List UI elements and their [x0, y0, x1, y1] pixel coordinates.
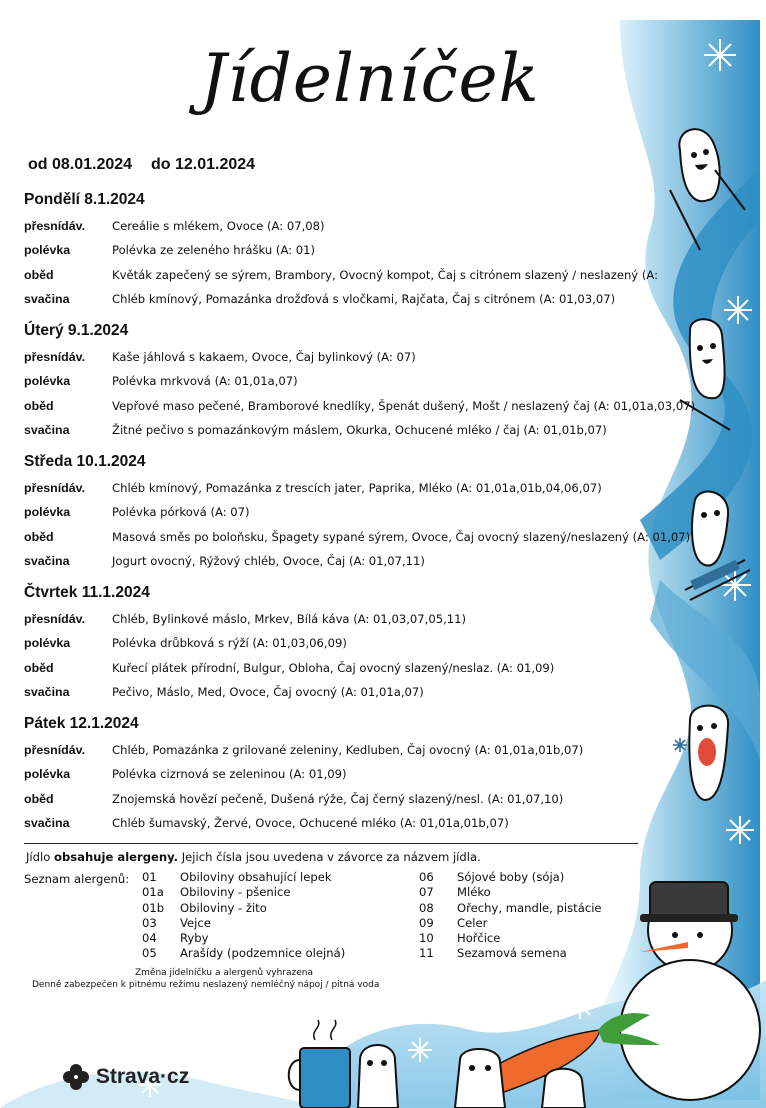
meal-row-lunch	[24, 529, 691, 554]
meal-label: svačina	[24, 815, 70, 830]
meal-text: Polévka drůbková s rýží (A: 01,03,06,09)	[112, 636, 347, 651]
meal-label: přesnídáv.	[24, 481, 86, 495]
allergen-item: 11 Sezamová semena	[419, 946, 567, 961]
meal-label: přesnídáv.	[24, 743, 86, 757]
meal-text: Polévka pórková (A: 07)	[112, 505, 250, 520]
allergen-note	[26, 850, 481, 864]
meal-row-lunch	[24, 267, 658, 292]
meal-text: Chléb šumavský, Žervé, Ovoce, Ochucené mléko (A: 01,01a,01b,07)	[112, 815, 509, 830]
meal-label: oběd	[24, 660, 54, 675]
meal-row-snack	[24, 815, 509, 840]
footer-note-2: Denně zabezpečen k pitnému režimu neslazený nemléčný nápoj / pitná voda	[32, 980, 380, 990]
allergen-note-bold: obsahuje alergeny.	[54, 850, 179, 864]
allergen-list-left	[142, 870, 345, 962]
allergen-item: 09 Celer	[419, 915, 488, 930]
footer-note-1: Změna jídelníčku a alergenů vyhrazena	[135, 968, 313, 978]
meal-label: oběd	[24, 267, 54, 282]
meal-row-breakfast	[24, 350, 416, 374]
meal-label: oběd	[24, 529, 54, 544]
meal-row-lunch	[24, 398, 696, 423]
meal-label: svačina	[24, 684, 70, 699]
section-divider	[24, 843, 638, 844]
meal-text: Chléb kmínový, Pomazánka drožďová s vločkami, Rajčata, Čaj s citrónem (A: 01,03,07)	[112, 291, 616, 306]
meal-label: svačina	[24, 291, 70, 306]
meal-label: přesnídáv.	[24, 219, 86, 233]
meal-text: Polévka cizrnová se zeleninou (A: 01,09)	[112, 767, 347, 782]
meal-text: Kuřecí plátek přírodní, Bulgur, Obloha, Čaj ovocný slazený/neslaz. (A: 01,09)	[112, 660, 555, 675]
day-heading: Pondělí 8.1.2024	[24, 191, 145, 208]
strava-logo	[62, 1063, 189, 1091]
meal-text: Znojemská hovězí pečeně, Dušená rýže, Čaj černý slazený/nesl. (A: 01,07,10)	[112, 791, 564, 806]
meal-label: oběd	[24, 398, 54, 413]
meal-text: Polévka mrkvová (A: 01,01a,07)	[112, 374, 298, 389]
allergen-note-lead: Jídlo	[26, 850, 54, 864]
meal-row-soup	[24, 374, 298, 398]
meal-label: polévka	[24, 505, 71, 520]
meal-label: polévka	[24, 374, 71, 389]
meal-text: Žitné pečivo s pomazánkovým máslem, Okurka, Ochucené mléko / čaj (A: 01,01b,07)	[112, 422, 607, 437]
meal-row-breakfast	[24, 743, 584, 767]
allergen-item: 01a Obiloviny - pšenice	[142, 885, 291, 900]
meal-text: Jogurt ovocný, Rýžový chléb, Ovoce, Čaj (A: 01,07,11)	[112, 553, 425, 568]
allergen-item: 10 Hořčice	[419, 931, 501, 946]
meal-row-snack	[24, 553, 425, 578]
allergen-item: 06 Sójové boby (sója)	[419, 870, 565, 884]
meal-label: oběd	[24, 791, 54, 806]
day-section-tuesday	[24, 322, 696, 447]
meal-text: Chléb, Pomazánka z grilované zeleniny, Kedluben, Čaj ovocný (A: 01,01a,01b,07)	[112, 743, 584, 757]
meal-label: polévka	[24, 767, 71, 782]
meal-row-soup	[24, 243, 316, 267]
meal-text: Kaše jáhlová s kakaem, Ovoce, Čaj bylinkový (A: 07)	[112, 350, 416, 364]
meal-text: Pečivo, Máslo, Med, Ovoce, Čaj ovocný (A: 01,01a,07)	[112, 684, 424, 699]
meal-text: Masová směs po boloňsku, Špagety sypané sýrem, Ovoce, Čaj ovocný slazený/neslazený (A: 01,07)	[112, 529, 691, 544]
day-heading: Pátek 12.1.2024	[24, 715, 139, 732]
meal-row-breakfast	[24, 219, 325, 243]
meal-row-breakfast	[24, 612, 467, 636]
meal-text: Květák zapečený se sýrem, Brambory, Ovocný kompot, Čaj s citrónem slazený / neslazený (A:	[112, 267, 658, 282]
day-section-thursday	[24, 584, 555, 709]
allergen-item: 08 Ořechy, mandle, pistácie	[419, 900, 602, 915]
meal-row-snack	[24, 291, 616, 316]
meal-label: svačina	[24, 422, 70, 437]
date-range-to: do 12.01.2024	[151, 156, 256, 173]
day-section-wednesday	[24, 453, 691, 578]
meal-row-lunch	[24, 791, 564, 816]
day-heading: Čtvrtek 11.1.2024	[24, 584, 150, 601]
day-heading: Středa 10.1.2024	[24, 453, 146, 470]
day-section-friday	[24, 715, 584, 840]
meal-text: Chléb kmínový, Pomazánka z trescích jater, Paprika, Mléko (A: 01,01a,01b,04,06,07)	[112, 481, 602, 495]
meal-row-soup	[24, 505, 250, 529]
meal-row-snack	[24, 422, 607, 447]
meal-row-snack	[24, 684, 424, 709]
clover-icon	[62, 1063, 90, 1091]
meal-label: polévka	[24, 636, 71, 651]
day-section-monday	[24, 191, 658, 316]
meal-label: polévka	[24, 243, 71, 258]
meal-text: Polévka ze zeleného hrášku (A: 01)	[112, 243, 316, 258]
meal-label: přesnídáv.	[24, 612, 86, 626]
date-range-from: od 08.01.2024	[28, 156, 133, 173]
allergen-item: 01b Obiloviny - žito	[142, 900, 267, 915]
mug-illustration	[289, 1020, 350, 1108]
meal-text: Vepřové maso pečené, Bramborové knedlíky, Špenát dušený, Mošt / neslazený čaj (A: 01,01a,03,07)	[112, 398, 696, 413]
meal-text: Chléb, Bylinkové máslo, Mrkev, Bílá káva (A: 01,03,07,05,11)	[112, 612, 467, 626]
meal-row-lunch	[24, 660, 555, 685]
day-heading: Úterý 9.1.2024	[24, 322, 129, 339]
meal-label: přesnídáv.	[24, 350, 86, 364]
allergen-item: 01 Obiloviny obsahující lepek	[142, 870, 332, 884]
allergen-item: 07 Mléko	[419, 885, 491, 900]
meal-row-soup	[24, 636, 347, 660]
meal-label: svačina	[24, 553, 70, 568]
logo-text: Strava·cz	[95, 1065, 190, 1088]
allergen-item: 05 Arašídy (podzemnice olejná)	[142, 946, 346, 961]
meal-row-soup	[24, 767, 347, 791]
meal-row-breakfast	[24, 481, 602, 505]
allergen-list-right	[419, 870, 602, 962]
allergen-list-label: Seznam alergenů:	[24, 872, 130, 886]
meal-text: Cereálie s mlékem, Ovoce (A: 07,08)	[112, 219, 325, 233]
allergen-item: 03 Vejce	[142, 915, 211, 930]
allergen-note-rest: Jejich čísla jsou uvedena v závorce za názvem jídla.	[178, 850, 481, 864]
page-title: Jídelníček	[200, 40, 540, 117]
allergen-item: 04 Ryby	[142, 931, 209, 946]
